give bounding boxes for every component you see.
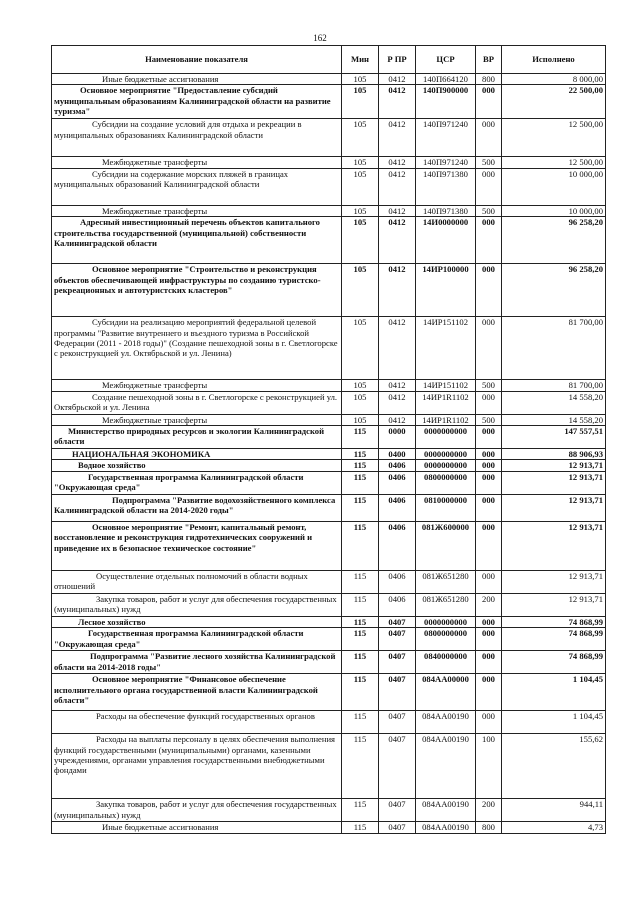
row-expense-type: 000 <box>476 471 502 494</box>
row-section: 0412 <box>379 391 416 414</box>
row-executed-amount: 944,11 <box>502 799 606 822</box>
row-target-article: 14ИР151102 <box>416 380 476 391</box>
row-executed-amount: 12 913,71 <box>502 593 606 616</box>
row-ministry: 115 <box>342 449 379 460</box>
row-executed-amount: 74 868,99 <box>502 616 606 627</box>
row-name: Межбюджетные трансферты <box>52 205 342 216</box>
row-name: Субсидии на реализацию мероприятий федеральной целевой программы "Развитие внутреннего и въездного туризма в Российской Федерации (2011 - 2018 годы)" (Создание пешеходной зоны в г. Светлогорске с реконструкцией ул. Октябрьской и ул. Ленина) <box>52 317 342 380</box>
row-name: Субсидии на создание условий для отдыха и рекреации в муниципальных образованиях Калининградской области <box>52 119 342 157</box>
row-section: 0412 <box>379 264 416 317</box>
header-ministry: Мин <box>342 46 379 74</box>
row-section: 0412 <box>379 119 416 157</box>
row-ministry: 105 <box>342 85 379 119</box>
row-expense-type: 000 <box>476 317 502 380</box>
page-number: 162 <box>313 33 327 43</box>
row-section: 0412 <box>379 414 416 425</box>
row-name: Водное хозяйство <box>52 460 342 471</box>
row-expense-type: 000 <box>476 119 502 157</box>
row-target-article: 14И0000000 <box>416 217 476 264</box>
row-target-article: 0800000000 <box>416 628 476 651</box>
row-ministry: 115 <box>342 494 379 521</box>
row-ministry: 115 <box>342 674 379 711</box>
row-target-article: 140П900000 <box>416 85 476 119</box>
row-executed-amount: 12 913,71 <box>502 521 606 570</box>
row-executed-amount: 10 000,00 <box>502 168 606 205</box>
row-target-article: 140П971380 <box>416 205 476 216</box>
row-section: 0412 <box>379 157 416 168</box>
row-section: 0406 <box>379 570 416 593</box>
row-expense-type: 200 <box>476 593 502 616</box>
row-executed-amount: 1 104,45 <box>502 711 606 734</box>
header-section: Р ПР <box>379 46 416 74</box>
row-target-article: 0840000000 <box>416 651 476 674</box>
row-ministry: 105 <box>342 414 379 425</box>
row-executed-amount: 74 868,99 <box>502 651 606 674</box>
row-executed-amount: 96 258,20 <box>502 264 606 317</box>
row-target-article: 084АА00190 <box>416 822 476 833</box>
row-ministry: 115 <box>342 799 379 822</box>
table-row <box>52 380 606 391</box>
row-name: Основное мероприятие "Финансовое обеспечение исполнительного органа государственной власти Калининградской области" <box>52 674 342 711</box>
row-executed-amount: 12 913,71 <box>502 570 606 593</box>
row-target-article: 0810000000 <box>416 494 476 521</box>
row-expense-type: 000 <box>476 570 502 593</box>
row-section: 0407 <box>379 674 416 711</box>
row-target-article: 140П664120 <box>416 74 476 85</box>
row-ministry: 105 <box>342 168 379 205</box>
row-expense-type: 000 <box>476 651 502 674</box>
row-target-article: 0000000000 <box>416 449 476 460</box>
row-name: Министерство природных ресурсов и экологии Калининградской области <box>52 426 342 449</box>
table-row <box>52 74 606 85</box>
row-name: Межбюджетные трансферты <box>52 157 342 168</box>
row-section: 0412 <box>379 205 416 216</box>
table-row <box>52 168 606 205</box>
row-executed-amount: 12 913,71 <box>502 471 606 494</box>
row-section: 0412 <box>379 74 416 85</box>
row-expense-type: 000 <box>476 460 502 471</box>
row-executed-amount: 10 000,00 <box>502 205 606 216</box>
row-name: Создание пешеходной зоны в г. Светлогорске с реконструкцией ул. Октябрьской и ул. Ленина <box>52 391 342 414</box>
row-name: Расходы на выплаты персоналу в целях обеспечения выполнения функций государственными (муниципальными) органами, казенными учреждениями, органами управления государственными внебюджетными фондами <box>52 734 342 799</box>
budget-execution-table <box>51 45 606 834</box>
row-expense-type: 200 <box>476 799 502 822</box>
row-expense-type: 000 <box>476 168 502 205</box>
row-expense-type: 000 <box>476 85 502 119</box>
row-target-article: 14ИР1R1102 <box>416 391 476 414</box>
row-executed-amount: 155,62 <box>502 734 606 799</box>
row-name: Адресный инвестиционный перечень объектов капитального строительства государственной (муниципальной) собственности Калининградской области <box>52 217 342 264</box>
row-ministry: 105 <box>342 205 379 216</box>
row-expense-type: 800 <box>476 822 502 833</box>
table-row <box>52 217 606 264</box>
table-row <box>52 799 606 822</box>
row-section: 0412 <box>379 380 416 391</box>
row-name: Лесное хозяйство <box>52 616 342 627</box>
row-section: 0407 <box>379 711 416 734</box>
row-section: 0407 <box>379 799 416 822</box>
row-name: Субсидии на содержание морских пляжей в границах муниципальных образований Калининградской области <box>52 168 342 205</box>
row-name: Государственная программа Калининградской области "Окружающая среда" <box>52 471 342 494</box>
table-row <box>52 521 606 570</box>
row-executed-amount: 4,73 <box>502 822 606 833</box>
row-target-article: 081Ж651280 <box>416 570 476 593</box>
table-row <box>52 734 606 799</box>
row-name: Осуществление отдельных полномочий в области водных отношений <box>52 570 342 593</box>
row-expense-type: 000 <box>476 711 502 734</box>
row-ministry: 115 <box>342 521 379 570</box>
row-ministry: 115 <box>342 426 379 449</box>
table-row <box>52 119 606 157</box>
row-section: 0406 <box>379 471 416 494</box>
row-expense-type: 800 <box>476 74 502 85</box>
row-expense-type: 500 <box>476 205 502 216</box>
table-row <box>52 264 606 317</box>
row-name: НАЦИОНАЛЬНАЯ ЭКОНОМИКА <box>52 449 342 460</box>
header-expense-type: ВР <box>476 46 502 74</box>
row-target-article: 084АА00190 <box>416 711 476 734</box>
row-executed-amount: 1 104,45 <box>502 674 606 711</box>
row-target-article: 0000000000 <box>416 460 476 471</box>
row-expense-type: 000 <box>476 674 502 711</box>
row-section: 0407 <box>379 628 416 651</box>
table-row <box>52 822 606 833</box>
row-target-article: 084АА00190 <box>416 734 476 799</box>
table-row <box>52 616 606 627</box>
row-ministry: 115 <box>342 734 379 799</box>
row-executed-amount: 8 000,00 <box>502 74 606 85</box>
row-executed-amount: 96 258,20 <box>502 217 606 264</box>
row-ministry: 105 <box>342 217 379 264</box>
row-executed-amount: 88 906,93 <box>502 449 606 460</box>
row-expense-type: 500 <box>476 380 502 391</box>
row-ministry: 115 <box>342 570 379 593</box>
row-section: 0407 <box>379 616 416 627</box>
table-row <box>52 593 606 616</box>
table-header-row <box>52 46 606 74</box>
row-executed-amount: 81 700,00 <box>502 380 606 391</box>
row-section: 0400 <box>379 449 416 460</box>
row-section: 0406 <box>379 593 416 616</box>
row-expense-type: 000 <box>476 217 502 264</box>
row-ministry: 115 <box>342 471 379 494</box>
table-row <box>52 674 606 711</box>
row-section: 0406 <box>379 521 416 570</box>
row-expense-type: 000 <box>476 449 502 460</box>
row-section: 0407 <box>379 651 416 674</box>
row-ministry: 115 <box>342 651 379 674</box>
row-name: Подпрограмма "Развитие лесного хозяйства Калининградской области на 2014-2018 годы" <box>52 651 342 674</box>
row-executed-amount: 12 500,00 <box>502 119 606 157</box>
row-executed-amount: 14 558,20 <box>502 391 606 414</box>
row-executed-amount: 12 500,00 <box>502 157 606 168</box>
row-executed-amount: 147 557,51 <box>502 426 606 449</box>
row-target-article: 081Ж600000 <box>416 521 476 570</box>
row-target-article: 0800000000 <box>416 471 476 494</box>
row-ministry: 105 <box>342 391 379 414</box>
row-name: Расходы на обеспечение функций государственных органов <box>52 711 342 734</box>
row-name: Подпрограмма "Развитие водохозяйственного комплекса Калининградской области на 2014-2020 годы" <box>52 494 342 521</box>
row-expense-type: 500 <box>476 157 502 168</box>
row-executed-amount: 12 913,71 <box>502 494 606 521</box>
row-target-article: 081Ж651280 <box>416 593 476 616</box>
row-ministry: 115 <box>342 616 379 627</box>
row-name: Межбюджетные трансферты <box>52 380 342 391</box>
row-target-article: 0000000000 <box>416 426 476 449</box>
row-section: 0406 <box>379 494 416 521</box>
row-ministry: 105 <box>342 317 379 380</box>
row-expense-type: 000 <box>476 264 502 317</box>
table-row <box>52 205 606 216</box>
table-row <box>52 494 606 521</box>
table-row <box>52 317 606 380</box>
row-ministry: 105 <box>342 380 379 391</box>
row-name: Иные бюджетные ассигнования <box>52 74 342 85</box>
row-target-article: 140П971240 <box>416 157 476 168</box>
row-ministry: 115 <box>342 711 379 734</box>
row-executed-amount: 12 913,71 <box>502 460 606 471</box>
row-ministry: 115 <box>342 593 379 616</box>
row-section: 0412 <box>379 317 416 380</box>
row-ministry: 115 <box>342 628 379 651</box>
table-row <box>52 628 606 651</box>
row-expense-type: 000 <box>476 426 502 449</box>
row-name: Государственная программа Калининградской области "Окружающая среда" <box>52 628 342 651</box>
table-row <box>52 85 606 119</box>
row-target-article: 140П971380 <box>416 168 476 205</box>
row-expense-type: 000 <box>476 521 502 570</box>
table-row <box>52 157 606 168</box>
row-target-article: 084АА00000 <box>416 674 476 711</box>
row-section: 0000 <box>379 426 416 449</box>
row-expense-type: 000 <box>476 391 502 414</box>
table-row <box>52 449 606 460</box>
row-expense-type: 000 <box>476 616 502 627</box>
table-row <box>52 711 606 734</box>
row-name: Межбюджетные трансферты <box>52 414 342 425</box>
row-expense-type: 000 <box>476 494 502 521</box>
row-name: Основное мероприятие "Строительство и реконструкция объектов обеспечивающей инфраструктуры по созданию туристско-рекреационных и автотуристских кластеров" <box>52 264 342 317</box>
row-target-article: 14ИР1R1102 <box>416 414 476 425</box>
table-row <box>52 414 606 425</box>
row-executed-amount: 22 500,00 <box>502 85 606 119</box>
row-ministry: 105 <box>342 74 379 85</box>
row-ministry: 105 <box>342 264 379 317</box>
row-section: 0407 <box>379 822 416 833</box>
row-name: Иные бюджетные ассигнования <box>52 822 342 833</box>
row-target-article: 14ИР151102 <box>416 317 476 380</box>
row-executed-amount: 74 868,99 <box>502 628 606 651</box>
header-target-article: ЦСР <box>416 46 476 74</box>
table-row <box>52 651 606 674</box>
header-executed: Исполнено <box>502 46 606 74</box>
row-ministry: 115 <box>342 822 379 833</box>
row-ministry: 105 <box>342 119 379 157</box>
table-row <box>52 391 606 414</box>
table-row <box>52 471 606 494</box>
row-section: 0406 <box>379 460 416 471</box>
row-ministry: 105 <box>342 157 379 168</box>
row-expense-type: 000 <box>476 628 502 651</box>
header-indicator-name: Наименование показателя <box>52 46 342 74</box>
row-name: Закупка товаров, работ и услуг для обеспечения государственных (муниципальных) нужд <box>52 593 342 616</box>
table-row <box>52 460 606 471</box>
row-ministry: 115 <box>342 460 379 471</box>
row-name: Основное мероприятие "Ремонт, капитальный ремонт, восстановление и реконструкция гидротехнических сооружений и приведение их в безопасное техническое состояние" <box>52 521 342 570</box>
row-executed-amount: 14 558,20 <box>502 414 606 425</box>
row-target-article: 084АА00190 <box>416 799 476 822</box>
table-row <box>52 570 606 593</box>
row-section: 0407 <box>379 734 416 799</box>
row-section: 0412 <box>379 168 416 205</box>
row-executed-amount: 81 700,00 <box>502 317 606 380</box>
row-section: 0412 <box>379 217 416 264</box>
row-section: 0412 <box>379 85 416 119</box>
table-row <box>52 426 606 449</box>
row-name: Основное мероприятие "Предоставление субсидий муниципальным образованиям Калининградской области на развитие туризма" <box>52 85 342 119</box>
row-expense-type: 100 <box>476 734 502 799</box>
row-expense-type: 500 <box>476 414 502 425</box>
row-name: Закупка товаров, работ и услуг для обеспечения государственных (муниципальных) нужд <box>52 799 342 822</box>
row-target-article: 0000000000 <box>416 616 476 627</box>
row-target-article: 14ИР100000 <box>416 264 476 317</box>
row-target-article: 140П971240 <box>416 119 476 157</box>
